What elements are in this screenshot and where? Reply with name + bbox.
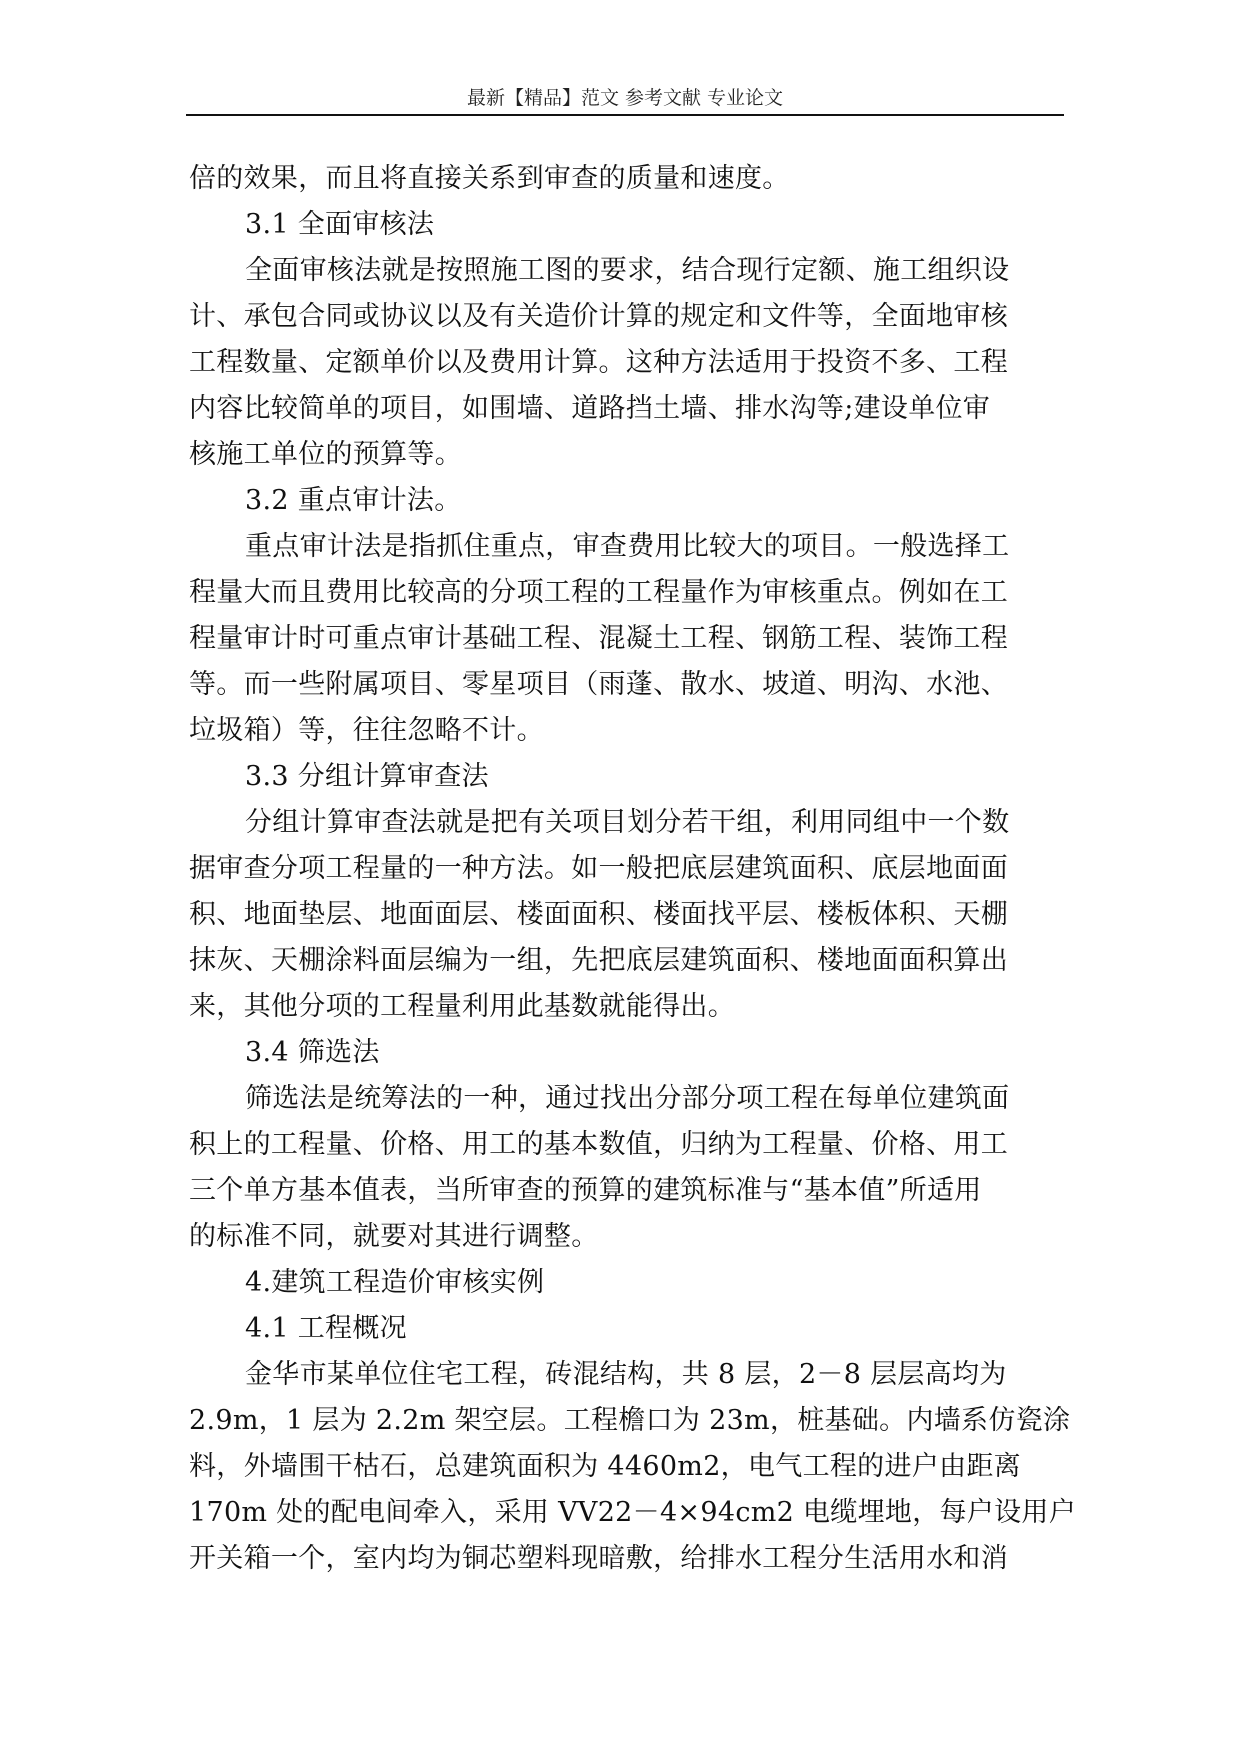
- text-line: 程量大而且费用比较高的分项工程的工程量作为审核重点。例如在工: [189, 577, 1008, 608]
- text-line: 工程数量、定额单价以及费用计算。这种方法适用于投资不多、工程: [189, 347, 1008, 378]
- text-line: 据审查分项工程量的一种方法。如一般把底层建筑面积、底层地面面: [189, 853, 1008, 884]
- text-line: 3.3 分组计算审查法: [245, 761, 489, 792]
- page-header: 最新【精品】范文 参考文献 专业论文: [466, 87, 784, 109]
- text-line: 积、地面垫层、地面面层、楼面面积、楼面找平层、楼板体积、天棚: [189, 899, 1008, 930]
- text-line: 重点审计法是指抓住重点，审查费用比较大的项目。一般选择工: [245, 531, 1010, 562]
- text-line: 程量审计时可重点审计基础工程、混凝土工程、钢筋工程、装饰工程: [189, 623, 1008, 654]
- text-line: 2.9m，1 层为 2.2m 架空层。工程檐口为 23m，桩基础。内墙系仿瓷涂: [189, 1405, 1071, 1436]
- text-line: 3.1 全面审核法: [245, 209, 435, 240]
- text-line: 核施工单位的预算等。: [189, 439, 462, 470]
- text-line: 筛选法是统筹法的一种，通过找出分部分项工程在每单位建筑面: [245, 1083, 1010, 1114]
- header-rule: [186, 114, 1064, 116]
- text-line: 来，其他分项的工程量利用此基数就能得出。: [189, 991, 735, 1022]
- text-line: 等。而一些附属项目、零星项目（雨蓬、散水、坡道、明沟、水池、: [189, 669, 1008, 700]
- text-line: 积上的工程量、价格、用工的基本数值，归纳为工程量、价格、用工: [189, 1129, 1008, 1160]
- text-line: 料，外墙围干枯石，总建筑面积为 4460m2，电气工程的进户由距离: [189, 1451, 1021, 1482]
- text-line: 抹灰、天棚涂料面层编为一组，先把底层建筑面积、楼地面面积算出: [189, 945, 1008, 976]
- document-body: [189, 156, 1076, 1582]
- text-line: 垃圾箱）等，往往忽略不计。: [189, 715, 544, 746]
- text-line: 4.1 工程概况: [245, 1313, 407, 1344]
- text-line: 倍的效果，而且将直接关系到审查的质量和速度。: [189, 163, 790, 194]
- text-line: 4.建筑工程造价审核实例: [245, 1267, 545, 1298]
- text-line: 三个单方基本值表，当所审查的预算的建筑标准与“基本值”所适用: [189, 1175, 982, 1206]
- text-line: 3.2 重点审计法。: [245, 485, 462, 516]
- text-line: 开关箱一个，室内均为铜芯塑料现暗敷，给排水工程分生活用水和消: [189, 1543, 1008, 1574]
- text-line: 计、承包合同或协议以及有关造价计算的规定和文件等，全面地审核: [189, 301, 1008, 332]
- text-line: 170m 处的配电间牵入，采用 VV22－4×94cm2 电缆埋地，每户设用户: [189, 1497, 1076, 1528]
- text-line: 全面审核法就是按照施工图的要求，结合现行定额、施工组织设: [245, 255, 1010, 286]
- text-line: 的标准不同，就要对其进行调整。: [189, 1221, 599, 1252]
- text-line: 3.4 筛选法: [245, 1037, 380, 1068]
- text-line: 金华市某单位住宅工程，砖混结构，共 8 层，2－8 层层高均为: [245, 1359, 1007, 1390]
- text-line: 内容比较简单的项目，如围墙、道路挡土墙、排水沟等;建设单位审: [189, 393, 991, 424]
- text-line: 分组计算审查法就是把有关项目划分若干组，利用同组中一个数: [245, 807, 1010, 838]
